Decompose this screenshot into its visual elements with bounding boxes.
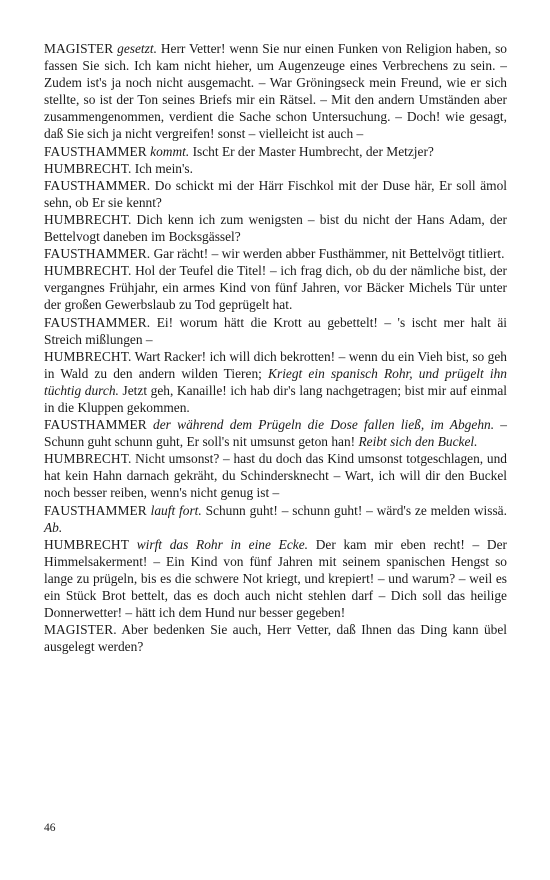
speech-text: Gar rächt! – wir werden abber Fusthämmer, nit Bettelvögt titliert. — [150, 246, 505, 262]
stage-direction: Kriegt ein spanisch Rohr, und prügelt ihn tüchtig durch. — [44, 365, 507, 398]
dialogue-paragraph — [44, 621, 507, 655]
speech-text: Jetzt geh, Kanaille! ich hab dir's lang nachgetragen; bist mir auf einmal in die Kluppen gekommen. — [44, 382, 507, 415]
speaker-name: HUMBRECHT — [44, 536, 129, 552]
speaker-name: MAGISTER. — [44, 622, 117, 638]
speaker-name: MAGISTER — [44, 41, 114, 56]
dialogue-paragraph — [44, 177, 507, 211]
speech-text: – Schunn guht schunn guht, Er soll's nit umsunst geton han! — [44, 417, 507, 450]
dialogue-paragraph — [44, 245, 507, 262]
dialogue-paragraph — [44, 348, 507, 416]
speaker-name: FAUSTHAMMER. — [44, 314, 151, 330]
speech-text: Herr Vetter! wenn Sie nur einen Funken von Religion haben, so fassen Sie sich. Ich kam nicht hieher, um Augenzeuge eines Verbrechens zu sein. – Zudem ist's ja noch nicht ausgemacht. – War Gröningseck mein Freund, wie er sich stellte, so ist der Ton seines Briefs mir ein Rätsel. – Mit den andern Umständen aber zusammengenommen, verdient die Sache schon Untersuchung. – Doch! wie gesagt, daß Sie sich ja nicht vergreifen! sonst – vielleicht ist auch – — [44, 41, 507, 142]
speech-text: Ischt Er der Master Humbrecht, der Metzjer? — [189, 143, 434, 159]
speech-text — [129, 537, 137, 552]
dialogue-paragraph — [44, 416, 507, 450]
speech-text: Wart Racker! ich will dich bekrotten! – wenn du ein Vieh bist, so geh in Wald zu den andern wilden Tieren; — [44, 348, 507, 381]
stage-direction: Reibt sich den Buckel. — [358, 434, 478, 450]
speaker-name: HUMBRECHT. — [44, 160, 132, 176]
stage-direction: lauft fort. — [150, 502, 202, 518]
stage-direction: der während dem Prügeln die Dose fallen ließ, im Abgehn. — [153, 417, 495, 433]
speaker-name: FAUSTHAMMER — [44, 502, 147, 518]
speaker-name: FAUSTHAMMER. — [44, 246, 151, 262]
speaker-name: FAUSTHAMMER. — [44, 177, 151, 193]
speaker-name: HUMBRECHT. — [44, 211, 132, 227]
stage-direction: Ab. — [44, 519, 63, 535]
speaker-name: HUMBRECHT. — [44, 263, 132, 279]
speech-text: Ich mein's. — [131, 160, 193, 176]
speech-text: Do schickt mi der Härr Fischkol mit der Duse här, Er soll ämol sehn, ob Er sie kennt? — [44, 177, 507, 210]
speech-text: Dich kenn ich zum wenigsten – bist du nicht der Hans Adam, der Bettelvogt daneben im Bocksgässel? — [44, 211, 507, 245]
speech-text: Ei! worum hätt die Krott au gebettelt! – 's ischt mer halt äi Streich mißlungen – — [44, 314, 507, 347]
dialogue-paragraph — [44, 211, 507, 245]
dialogue-paragraph — [44, 143, 507, 160]
speech-text: Hol der Teufel die Titel! – ich frag dich, ob du der nämliche bist, der vergangnes Frühjahr, ein armes Kind von fünf Jahren, vor Bäcker Michels Tür unter der großen Gewerbslaub zu Tod geprügelt hat. — [44, 263, 507, 313]
stage-direction: kommt. — [150, 143, 190, 159]
dialogue-paragraph — [44, 314, 507, 348]
drama-text-page — [44, 40, 507, 655]
dialogue-paragraph — [44, 502, 507, 536]
dialogue-paragraph — [44, 160, 507, 177]
speaker-name: FAUSTHAMMER — [44, 143, 147, 159]
dialogue-paragraph — [44, 450, 507, 501]
speaker-name: HUMBRECHT. — [44, 348, 132, 364]
speech-text: Schunn guht! – schunn guht! – wärd's ze melden wissä. — [201, 502, 507, 518]
stage-direction: wirft das Rohr in eine Ecke. — [136, 536, 309, 552]
dialogue-paragraph — [44, 262, 507, 313]
speech-text: Der kam mir eben recht! – Der Himmelsakerment! – Ein Kind von fünf Jahren mit seinem spanischen Hengst so lange zu prügeln, bis es die schwere Not kriegt, und krepiert! – und warum? – weil es ein Stück Brot bettelt, das es doch auch nicht stehlen darf – Dich soll das heilige Donnerwetter! – hätt ich dem Hund nur besser gegeben! — [44, 536, 507, 621]
page-number: 46 — [44, 822, 56, 834]
dialogue-paragraph — [44, 40, 507, 143]
dialogue-paragraph — [44, 536, 507, 621]
speech-text: Nicht umsonst? – hast du doch das Kind umsonst totgeschlagen, und hat kein Hahn darnach gekräht, du Schindersknecht – Wart, ich will dir den Buckel noch besser reiben, wenn's nicht genug ist – — [44, 451, 507, 501]
speech-text: Aber bedenken Sie auch, Herr Vetter, daß Ihnen das Ding kann übel ausgelegt werden? — [44, 622, 507, 655]
stage-direction: gesetzt. — [117, 41, 157, 56]
speaker-name: FAUSTHAMMER — [44, 417, 147, 433]
speaker-name: HUMBRECHT. — [44, 451, 132, 467]
